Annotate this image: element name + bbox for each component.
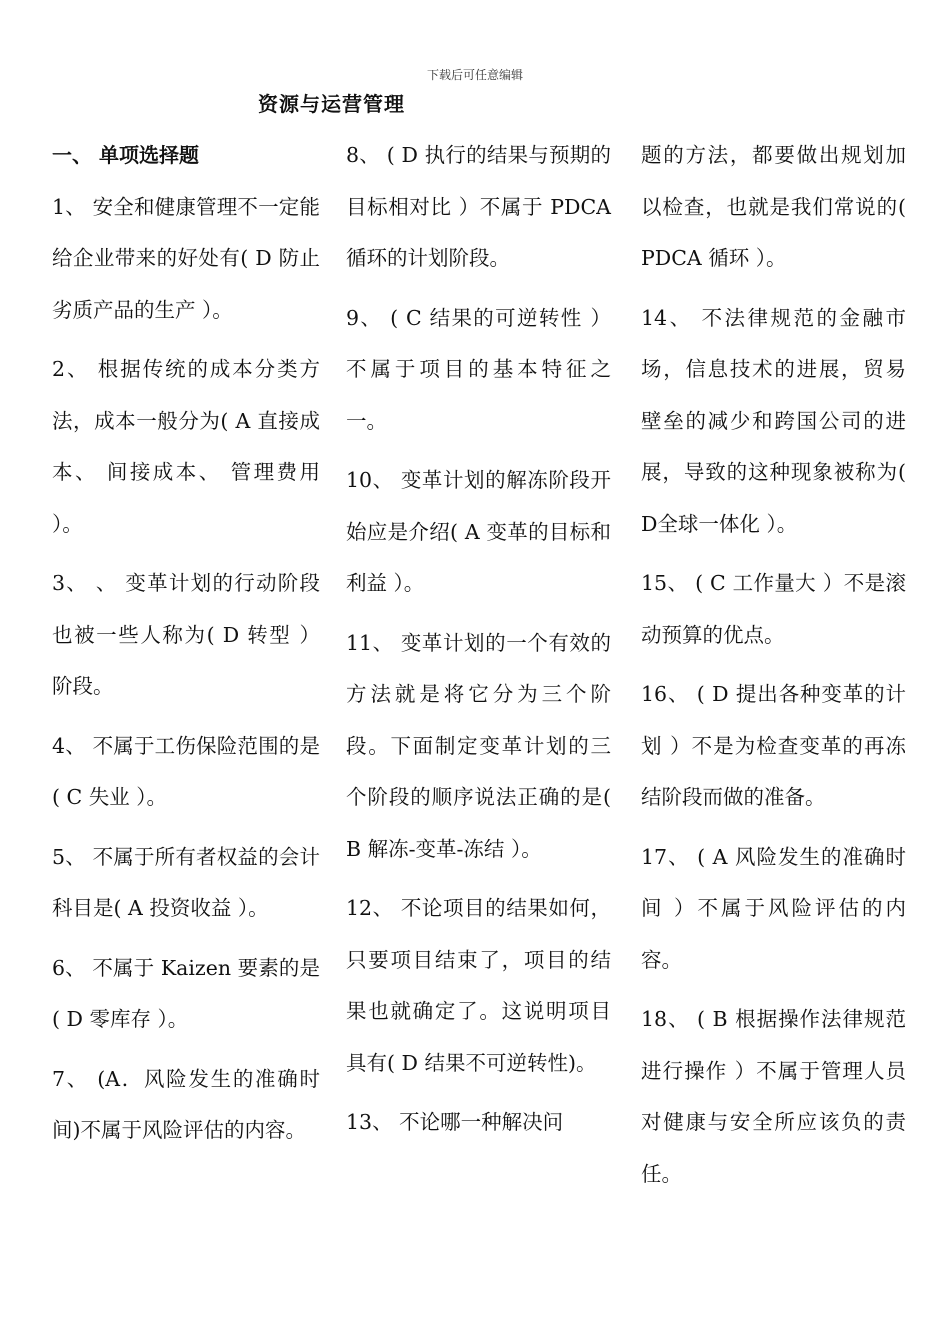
question-17: 17、 ( A 风险发生的准确时间 ）不属于风险评估的内容。: [641, 844, 906, 972]
question-9: 9、 ( C 结果的可逆转性 ）不属于项目的基本特征之一。: [346, 305, 611, 433]
question-16: 16、 ( D 提出各种变革的计划 ）不是为检查变革的再冻结阶段而做的准备。: [641, 682, 906, 809]
question-7: 7、 (A．风险发生的准确时间)不属于风险评估的内容。: [52, 1066, 320, 1142]
question-18: 18、 ( B 根据操作法律规范进行操作 ）不属于管理人员对健康与安全所应该负的责任。: [641, 1007, 906, 1186]
question-14: 14、 不法律规范的金融市场，信息技术的进展，贸易壁垒的减少和跨国公司的进展，导致的这种现象被称为( D全球一体化 ）。: [641, 305, 906, 536]
question-11: 11、 变革计划的一个有效的方法就是将它分为三个阶段。下面制定变革计划的三个阶段的顺序说法正确的是( B 解冻-变革-冻结 ）。: [346, 630, 611, 861]
question-13: 13、 不论哪一种解决问: [346, 1110, 564, 1134]
column-2: [346, 130, 611, 1157]
question-2: 2、 根据传统的成本分类方法，成本一般分为( A 直接成本、 间接成本、 管理费用 ）。: [52, 357, 320, 536]
column-3: [641, 130, 906, 1208]
question-1: 1、 安全和健康管理不一定能给企业带来的好处有( D 防止劣质产品的生产 ）。: [52, 194, 320, 322]
question-12: 12、 不论项目的结果如何，只要项目结束了，项目的结果也就确定了。这说明项目具有( D 结果不可逆转性)。: [346, 896, 611, 1075]
section-heading: 一、 单项选择题: [52, 143, 199, 167]
column-1: [52, 130, 320, 1165]
question-8: 8、 ( D 执行的结果与预期的目标相对比 ）不属于 PDCA 循环的计划阶段。: [346, 143, 611, 270]
header-note: 下载后可任意编辑: [426, 68, 523, 82]
question-15: 15、 ( C 工作量大 ）不是滚动预算的优点。: [641, 571, 906, 647]
question-13-continued: 题的方法，都要做出规划加以检查，也就是我们常说的( PDCA 循环 ）。: [641, 143, 906, 270]
question-10: 10、 变革计划的解冻阶段开始应是介绍( A 变革的目标和利益 ）。: [346, 468, 611, 595]
document-title: 资源与运营管理: [258, 92, 405, 116]
question-4: 4、 不属于工伤保险范围的是( C 失业 ）。: [52, 733, 320, 809]
question-6: 6、 不属于 Kaizen 要素的是( D 零库存 ）。: [52, 955, 320, 1031]
question-5: 5、 不属于所有者权益的会计科目是( A 投资收益 ）。: [52, 844, 320, 920]
question-3: 3、 、 变革计划的行动阶段也被一些人称为( D 转型 ）阶段。: [52, 571, 320, 698]
